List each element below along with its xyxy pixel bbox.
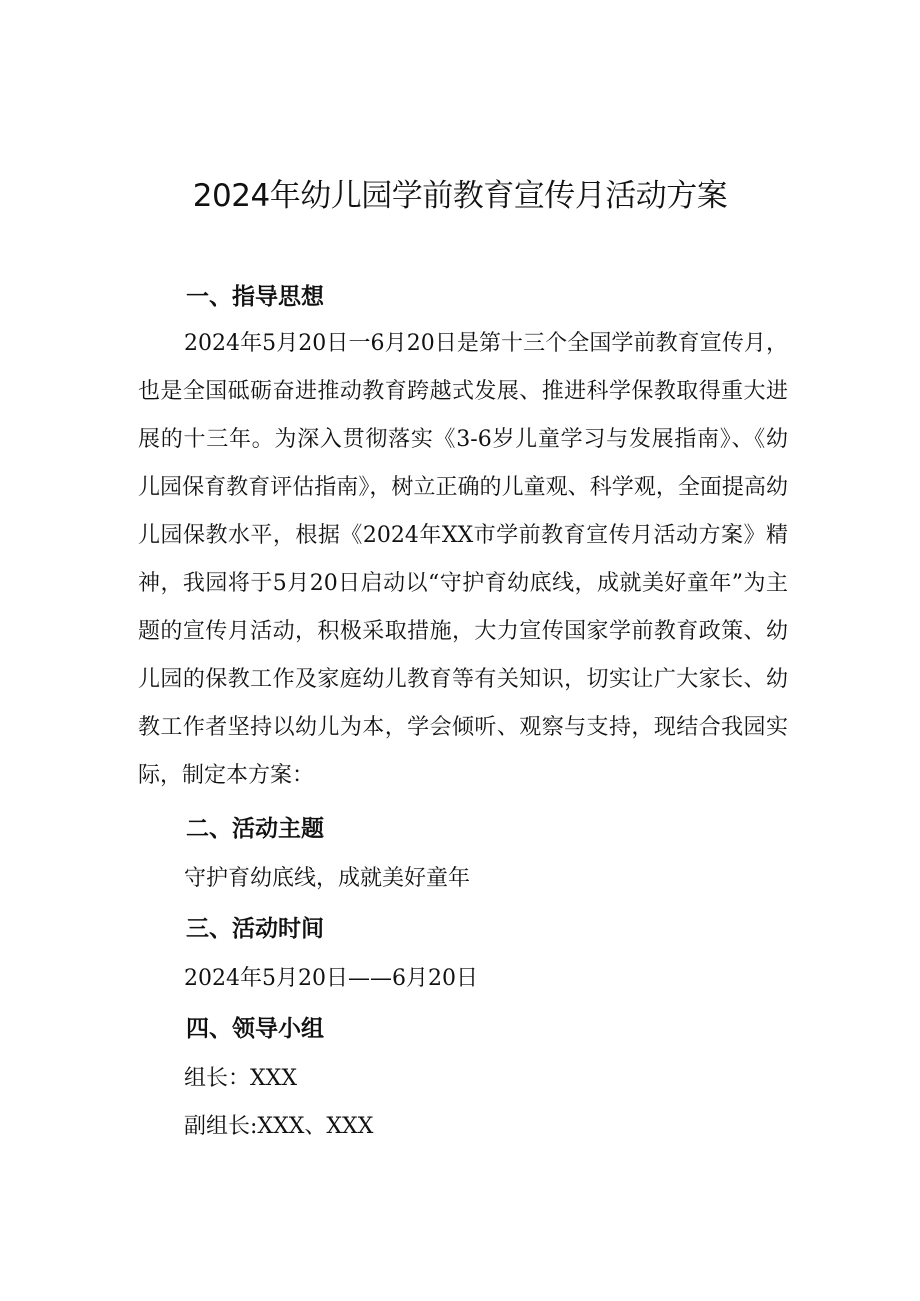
section-heading-activity-time: 三、活动时间 xyxy=(186,916,324,942)
section-body-activity-time: 2024年5月20日——6月20日 xyxy=(184,966,478,991)
deputy-leader-line: 副组长:XXX、XXX xyxy=(184,1114,374,1139)
leader-line: 组长：XXX xyxy=(184,1066,297,1091)
section-heading-leadership-group: 四、领导小组 xyxy=(186,1016,324,1042)
section-heading-activity-theme: 二、活动主题 xyxy=(186,816,324,842)
section-body-activity-theme: 守护育幼底线，成就美好童年 xyxy=(184,866,471,891)
document-title: 2024年幼儿园学前教育宣传月活动方案 xyxy=(192,178,728,214)
section-body-guiding-ideology: 2024年5月20日一6月20日是第十三个全国学前教育宣传月，也是全国砥砺奋进推动教育跨越式发展、推进科学保教取得重大进展的十三年。为深入贯彻落实《3-6岁儿童学习与发展指南》、《幼儿园保育教育评估指南》，树立正确的儿童观、科学观，全面提高幼儿园保教水平，根据《2024年XX市学前教育宣传月活动方案》精神，我园将于5月20日启动以“守护育幼底线，成就美好童年”为主题的宣传月活动，积极采取措施，大力宣传国家学前教育政策、幼儿园的保教工作及家庭幼儿教育等有关知识，切实让广大家长、幼教工作者坚持以幼儿为本，学会倾听、观察与支持，现结合我园实际，制定本方案： xyxy=(138,331,788,788)
section-heading-guiding-ideology: 一、指导思想 xyxy=(186,284,324,310)
